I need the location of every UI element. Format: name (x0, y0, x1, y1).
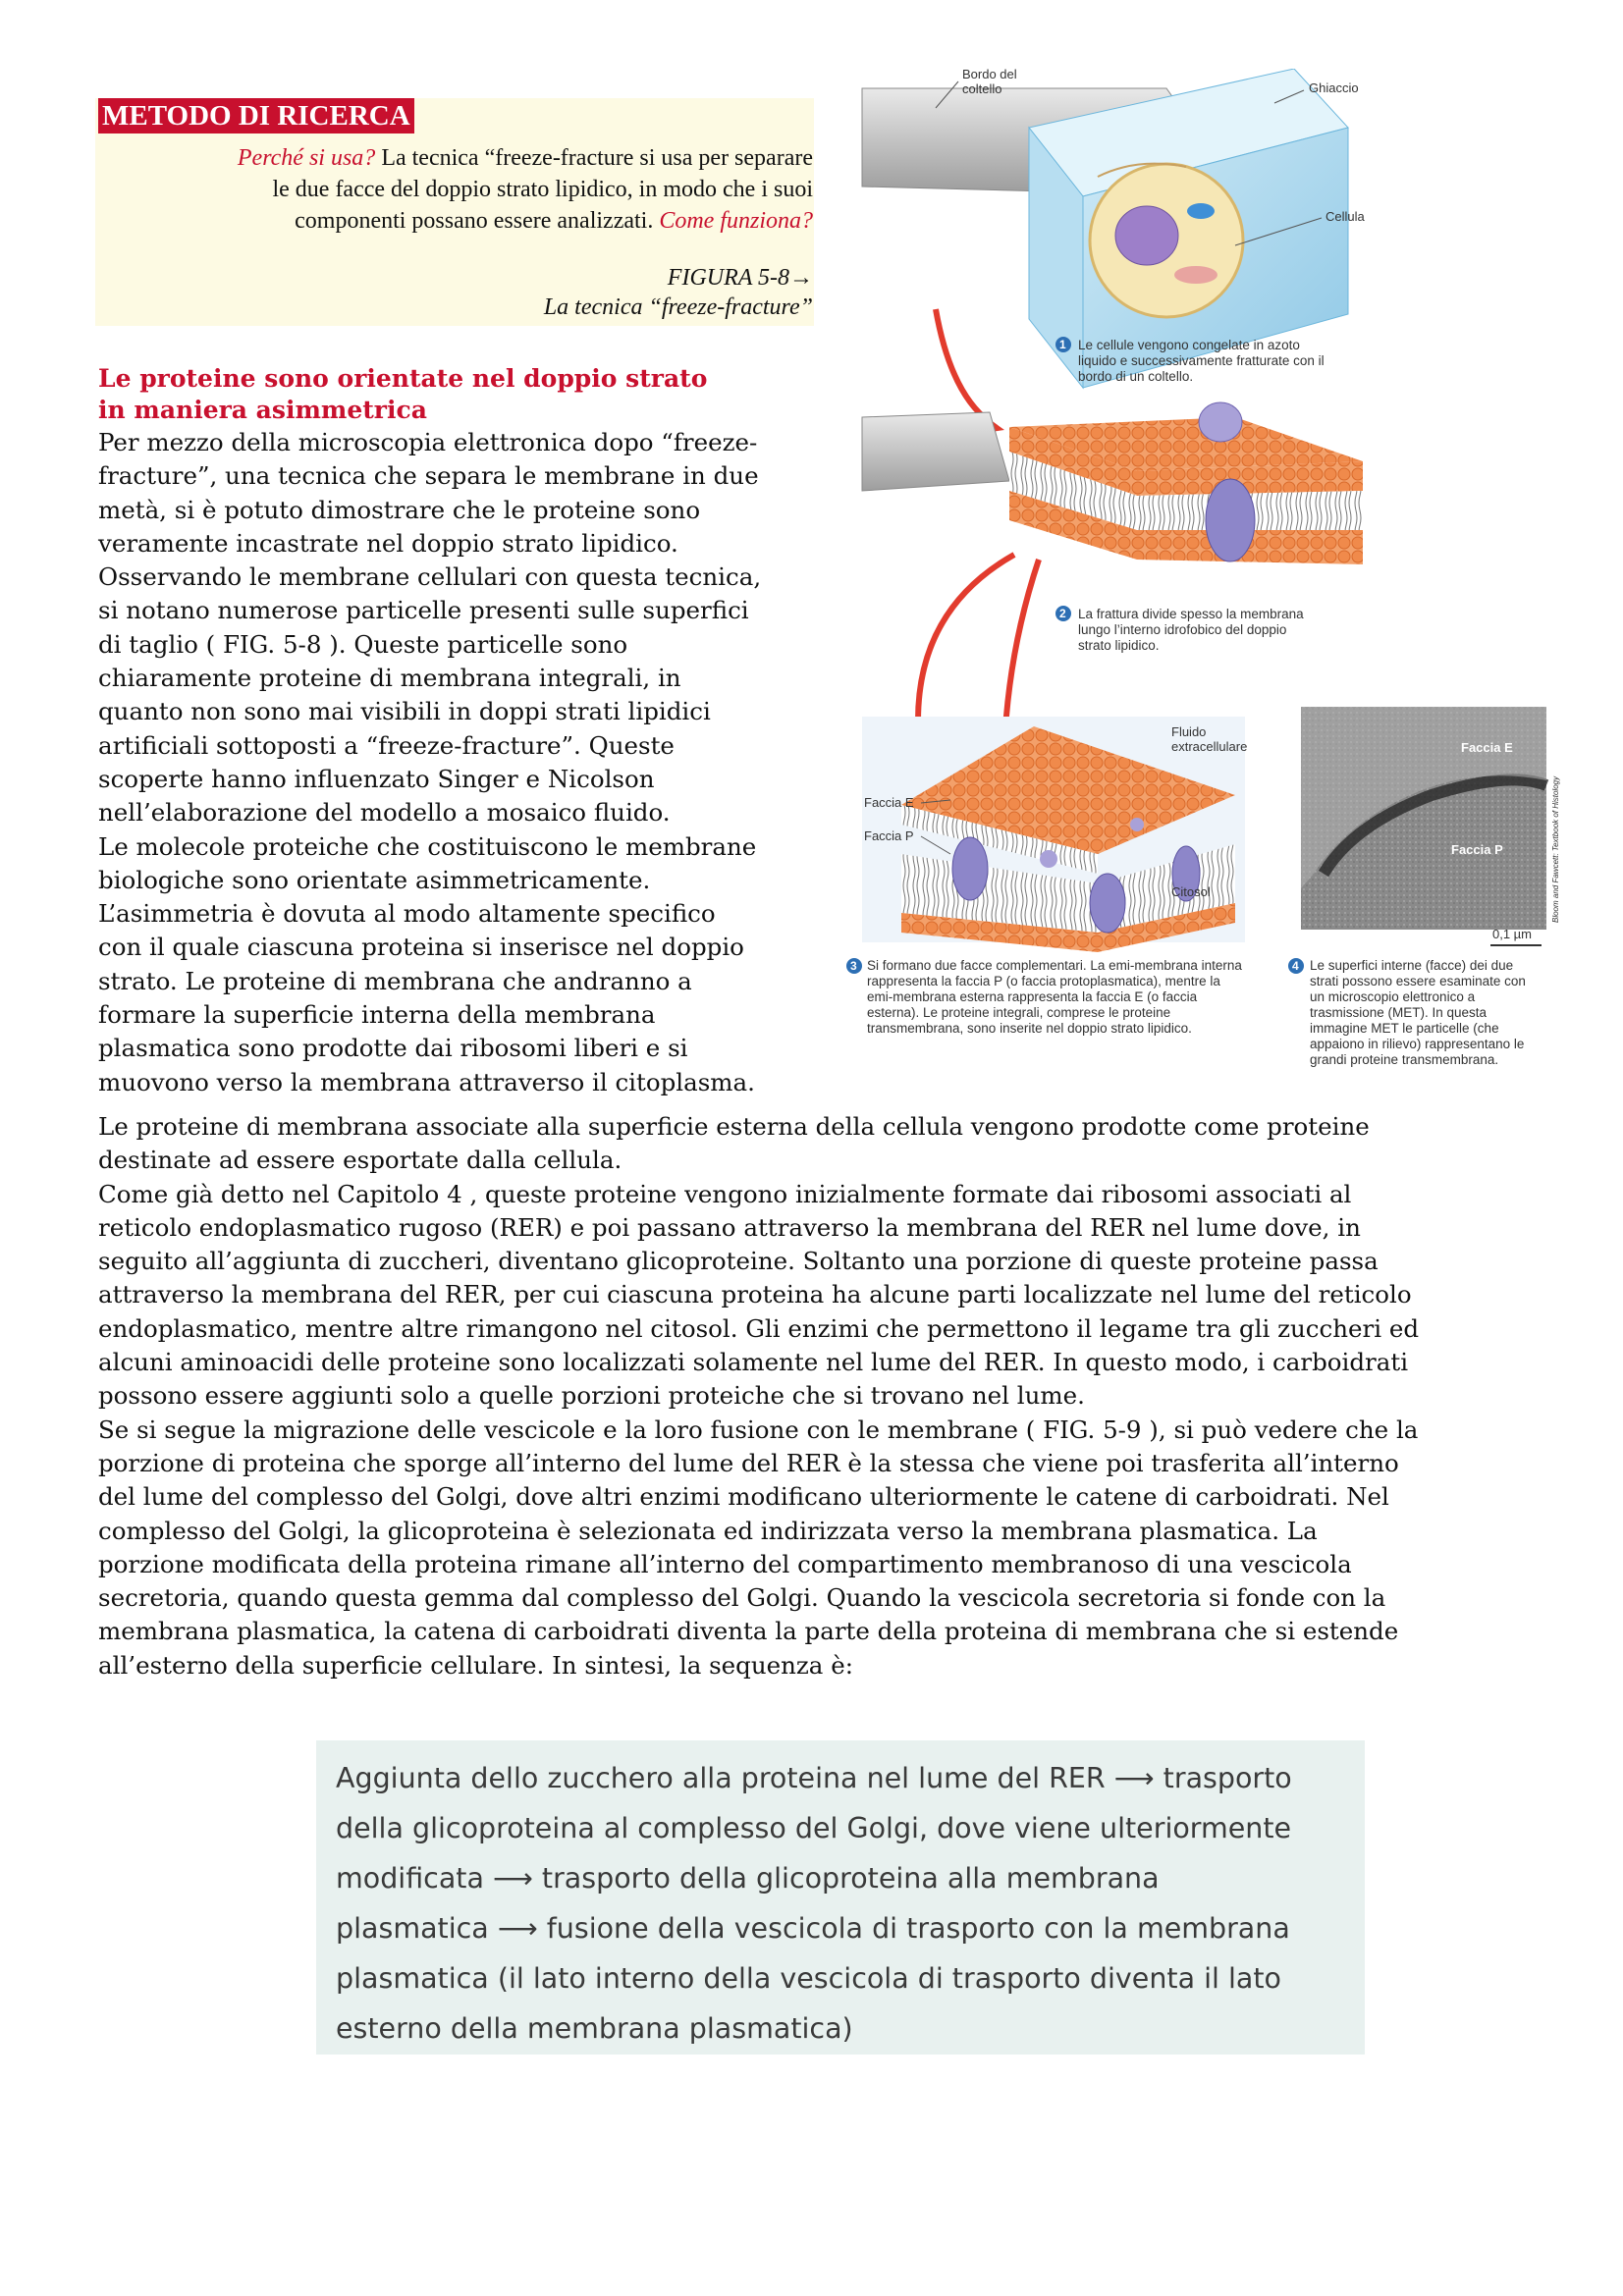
body-line: possono essere aggiunti solo a quelle porzioni proteiche che si trovano nel lume. (98, 1381, 1085, 1411)
svg-text:strato lipidico.: strato lipidico. (1078, 638, 1160, 653)
body-line: alcuni aminoacidi delle proteine sono localizzati solamente nel lume del RER. In questo modo, i carboidrati (98, 1348, 1409, 1377)
scale-label: 0,1 µm (1492, 927, 1533, 941)
body-line: metà, si è potuto dimostrare che le proteine sono (98, 495, 701, 524)
body-line: fracture”, una tecnica che separa le membrane in due (98, 461, 759, 491)
body-line: scoperte hanno influenzato Singer e Nicolson (98, 764, 655, 793)
svg-text:esterna). Le proteine integral: esterna). Le proteine integrali, comprese le proteine (867, 1005, 1171, 1020)
body-line: attraverso la membrana del RER, per cui ciascuna proteina ha alcune parti localizzate nel lume del reticolo (98, 1280, 1412, 1309)
freeze-fracture-figure (842, 69, 1574, 1109)
body-line: muovono verso la membrana attraverso il citoplasma. (98, 1067, 755, 1096)
svg-text:2: 2 (1059, 607, 1066, 620)
body-line: reticolo endoplasmatico rugoso (RER) e poi passano attraverso la membrana del RER nel lume dove, in (98, 1212, 1361, 1242)
micro-label-face-e: Faccia E (1461, 740, 1513, 755)
body-line: veramente incastrate nel doppio strato lipidico. (98, 528, 678, 558)
label-face-e: Faccia E (864, 795, 914, 810)
body-line: di taglio ( FIG. 5-8 ). Queste particelle sono (98, 629, 628, 659)
label-cell: Cellula (1325, 209, 1365, 224)
svg-text:Le cellule vengono congelate i: Le cellule vengono congelate in azoto (1078, 338, 1300, 352)
svg-text:Le superfici interne (facce) d: Le superfici interne (facce) dei due (1310, 958, 1514, 973)
summary-line: esterno della membrana plasmatica) (336, 2012, 853, 2045)
micro-label-face-p: Faccia P (1451, 842, 1503, 857)
body-line: Le proteine di membrana associate alla superficie esterna della cellula vengono prodotte come proteine (98, 1112, 1370, 1141)
cell-in-ice (1090, 164, 1243, 317)
summary-line: Aggiunta dello zucchero alla proteina nel lume del RER ⟶ trasporto (336, 1762, 1292, 1794)
body-line: secretoria, quando questa gemma dal complesso del Golgi. Quando la vescicola secretoria si fonde con la (98, 1583, 1386, 1613)
figure-reference: FIGURA 5-8→ La tecnica “freeze-fracture” (543, 265, 813, 320)
body-text-wide (98, 1110, 1512, 1682)
membrane-block (1009, 402, 1363, 564)
summary-line: plasmatica ⟶ fusione della vescicola di trasporto con la membrana (336, 1912, 1290, 1945)
svg-text:strati possono essere esaminat: strati possono essere esaminate con (1310, 974, 1526, 988)
transmembrane-protein (1206, 479, 1255, 561)
body-line: artificiali sottoposti a “freeze-fracture”. Queste (98, 730, 675, 760)
section-heading: Le proteine sono orientate nel doppio strato in maniera asimmetrica (98, 364, 708, 424)
body-line: membrana plasmatica, la catena di carboidrati diventa la parte della proteina di membrana che si estende (98, 1617, 1399, 1646)
red-arrow-1 (936, 309, 990, 422)
svg-text:grandi proteine transmembrana.: grandi proteine transmembrana. (1310, 1052, 1499, 1067)
svg-text:La frattura divide spesso la m: La frattura divide spesso la membrana (1078, 607, 1304, 621)
micro-credit: Bloom and Fawcett: Textbook of Histology (1551, 775, 1560, 923)
svg-text:bordo di un coltello.: bordo di un coltello. (1078, 369, 1194, 384)
summary-line: plasmatica (il lato interno della vescicola di trasporto diventa il lato (336, 1962, 1281, 1995)
question-why: Perché si usa? (237, 145, 376, 171)
body-line: con il quale ciascuna proteina si inserisce nel doppio (98, 933, 744, 962)
research-method-intro: Perché si usa? La tecnica “freeze-fracture si usa per separare le due facce del doppio strato lipidico, in modo che i suoi componenti possano essere analizzati. Come funziona? (237, 145, 813, 234)
svg-text:transmembrana, sono inserite n: transmembrana, sono inserite nel doppio strato lipidico. (867, 1021, 1192, 1036)
body-line: plasmatica sono prodotte dai ribosomi liberi e si (98, 1034, 688, 1063)
body-line: si notano numerose particelle presenti sulle superfici (98, 596, 749, 625)
body-line: strato. Le proteine di membrana che andranno a (98, 966, 692, 995)
svg-text:lungo l’interno idrofobico del: lungo l’interno idrofobico del doppio (1078, 622, 1287, 637)
body-line: seguito all’aggiunta di zuccheri, diventano glicoproteine. Soltanto una porzione di queste proteine passa (98, 1247, 1379, 1276)
svg-text:coltello: coltello (962, 81, 1002, 96)
body-line: porzione modificata della proteina rimane all’interno del compartimento membranoso di una vescicola (98, 1549, 1352, 1578)
body-line: endoplasmatico, mentre altre rimangono nel citosol. Gli enzimi che permettono il legame tra gli zuccheri ed (98, 1313, 1420, 1343)
svg-text:immagine MET le particelle (ch: immagine MET le particelle (che (1310, 1021, 1499, 1036)
body-line: Se si segue la migrazione delle vescicole e la loro fusione con le membrane ( FIG. 5-9 ), si può vedere che la (98, 1415, 1419, 1444)
body-line: nell’elaborazione del modello a mosaico fluido. (98, 798, 671, 828)
body-line: Come già detto nel Capitolo 4 , queste proteine vengono inizialmente formate dai ribosomi associati al (98, 1179, 1352, 1208)
label-knife-edge: Bordo del (962, 69, 1017, 81)
body-line: L’asimmetria è dovuta al modo altamente specifico (98, 899, 716, 929)
svg-text:un microscopio elettronico a: un microscopio elettronico a (1310, 989, 1476, 1004)
svg-text:appaiono in rilievo) rappresen: appaiono in rilievo) rappresentano le (1310, 1037, 1525, 1051)
svg-text:1: 1 (1059, 338, 1066, 351)
research-method-title: METODO DI RICERCA (98, 98, 414, 133)
svg-text:4: 4 (1292, 959, 1299, 973)
body-line: porzione di proteina che sporge all’interno del lume del RER è la stessa che viene poi trasferita all’interno (98, 1448, 1399, 1477)
summary-line: della glicoproteina al complesso del Golgi, dove viene ulteriormente (336, 1812, 1292, 1844)
body-line: chiaramente proteine di membrana integrali, in (98, 664, 681, 693)
svg-text:liquido e successivamente frat: liquido e successivamente fratturate con il (1078, 353, 1325, 368)
body-line: all’esterno della superficie cellulare. In sintesi, la sequenza è: (98, 1650, 853, 1680)
body-line: destinate ad essere esportate dalla cellula. (98, 1146, 622, 1175)
label-ice: Ghiaccio (1309, 80, 1359, 95)
question-how: Come funziona? (659, 208, 813, 234)
summary-sequence (336, 1753, 1292, 2054)
label-face-p: Faccia P (864, 828, 914, 843)
svg-text:trasmissione (MET). In questa: trasmissione (MET). In questa (1310, 1005, 1488, 1020)
svg-text:emi-membrana esterna rappresen: emi-membrana esterna rappresenta la faccia E (o faccia (867, 989, 1198, 1004)
body-line: Osservando le membrane cellulari con questa tecnica, (98, 562, 762, 592)
label-cytosol: Citosol (1171, 884, 1211, 899)
svg-text:extracellulare: extracellulare (1171, 739, 1248, 754)
summary-line: modificata ⟶ trasporto della glicoproteina alla membrana (336, 1862, 1160, 1895)
label-extracellular-fluid: Fluido (1171, 724, 1207, 739)
svg-text:Si formano due facce complemen: Si formano due facce complementari. La emi-membrana interna (867, 958, 1242, 973)
membrane-protein (1199, 402, 1242, 442)
body-line: del lume del complesso del Golgi, dove altri enzimi modificano ulteriormente le catene di carboidrati. Nel (98, 1482, 1389, 1512)
body-line: formare la superficie interna della membrana (98, 1000, 656, 1030)
knife-panel-2 (862, 412, 1009, 491)
body-line: biologiche sono orientate asimmetricamente. (98, 865, 651, 894)
body-line: Le molecole proteiche che costituiscono le membrane (98, 831, 757, 861)
body-line: Per mezzo della microscopia elettronica dopo “freeze- (98, 428, 758, 456)
body-line: quanto non sono mai visibili in doppi strati lipidici (98, 697, 711, 726)
svg-text:3: 3 (850, 959, 857, 973)
body-line: complesso del Golgi, la glicoproteina è selezionata ed indirizzata verso la membrana plasmatica. La (98, 1516, 1318, 1545)
svg-text:rappresenta la faccia P (o fac: rappresenta la faccia P (o faccia protoplasmatica), mentre la (867, 974, 1220, 988)
